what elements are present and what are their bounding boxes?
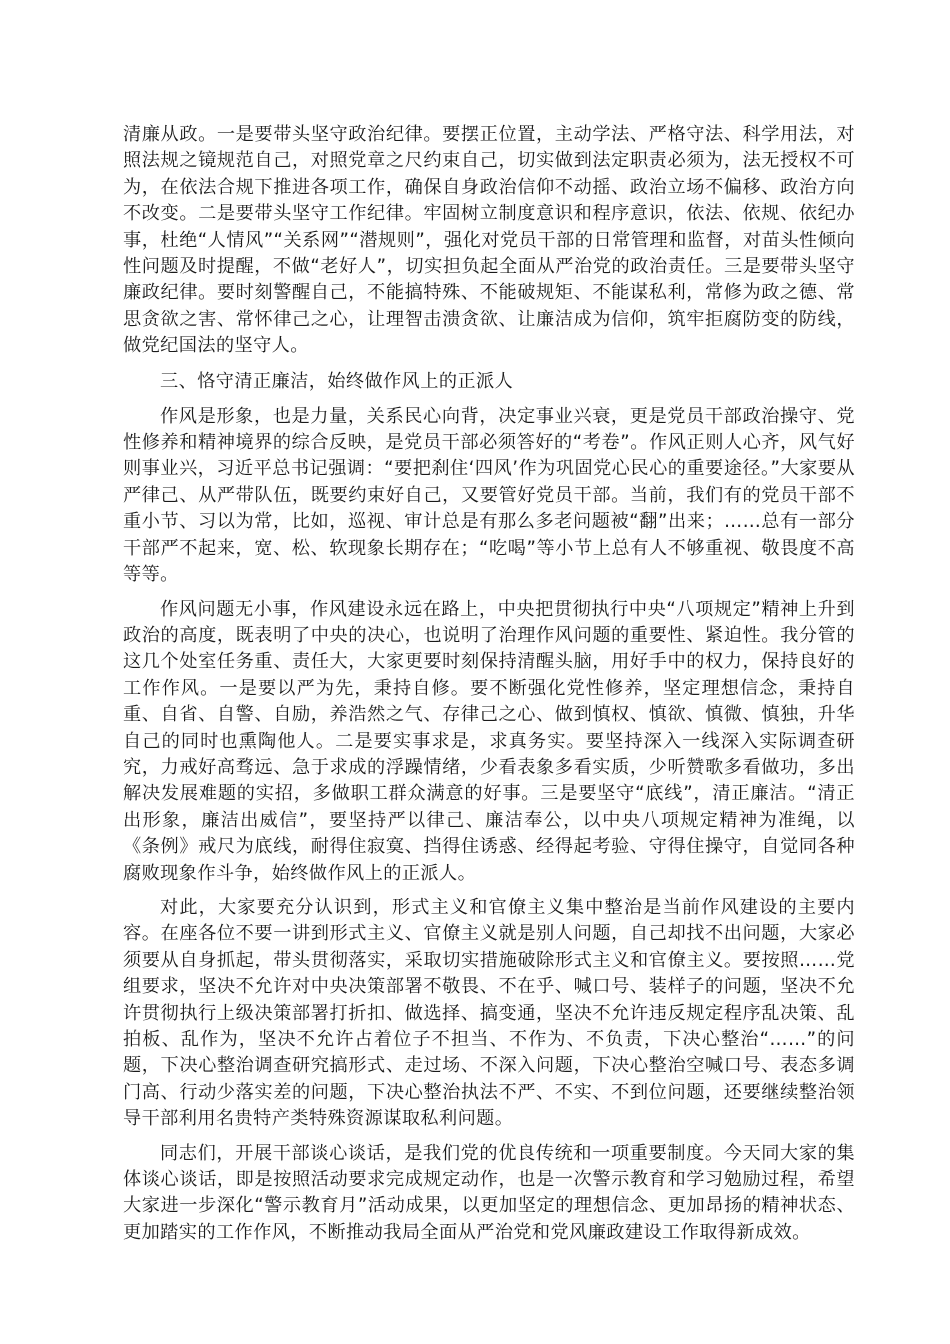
section-heading-3: 三、恪守清正廉洁，始终做作风上的正派人 xyxy=(160,370,514,392)
paragraph-formalism: 对此，大家要充分认识到，形式主义和官僚主义集中整治是当前作风建设的主要内容。在座各位不要一讲到形式主义、官僚主义就是别人问题，自己却找不出问题，大家必须要从自身抓起，带头贯彻落实，采取切实措施破除形式主义和官僚主义。要按照……党组要求，坚决不允许对中央决策部署不敬畏、不在乎、喊口号、装样子的问题，坚决不允许贯彻执行上级决策部署打折扣、做选择、搞变通，坚决不允许违反规定程序乱决策、乱拍板、乱作为，坚决不允许占着位子不担当、不作为、不负责，下决心整治“……”的问题，下决心整治调查研究搞形式、走过场、不深入问题，下决心整治空喊口号、表态多调门高、行动少落实差的问题，下决心整治执法不严、不实、不到位问题，还要继续整治领导干部利用名贵特产类特殊资源谋取私利问题。 xyxy=(123,896,855,1130)
document-body xyxy=(123,122,855,1246)
paragraph-eight-rules: 作风问题无小事，作风建设永远在路上，中央把贯彻执行中央“八项规定”精神上升到政治的高度，既表明了中央的决心，也说明了治理作风问题的重要性、紧迫性。我分管的这几个处室任务重、责任大，大家更要时刻保持清醒头脑，用好手中的权力，保持良好的工作作风。一是要以严为先，秉持自修。要不断强化党性修养，坚定理想信念，秉持自重、自省、自警、自励，养浩然之气、存律己之心、做到慎权、慎欲、慎微、慎独，升华自己的同时也熏陶他人。二是要实事求是，求真务实。要坚持深入一线深入实际调查研究，力戒好高骛远、急于求成的浮躁情绪，少看表象多看实质，少听赞歌多看做功，多出解决发展难题的实招，多做职工群众满意的好事。三是要坚守“底线”，清正廉洁。“清正出形象，廉洁出威信”，要坚持严以律己、廉洁奉公，以中央八项规定精神为准绳，以《条例》戒尺为底线，耐得住寂寞、挡得住诱惑、经得起考验、守得住操守，自觉同各种腐败现象作斗争，始终做作风上的正派人。 xyxy=(123,598,855,884)
paragraph-work-style: 作风是形象，也是力量，关系民心向背，决定事业兴衰，更是党员干部政治操守、党性修养和精神境界的综合反映，是党员干部必须答好的“考卷”。作风正则人心齐，风气好则事业兴，习近平总书记强调：“要把刹住‘四风’作为巩固党心民心的重要途径。”大家要从严律己、从严带队伍，既要约束好自己，又要管好党员干部。当前，我们有的党员干部不重小节、习以为常，比如，巡视、审计总是有那么多老问题被“翻”出来；……总有一部分干部严不起来，宽、松、软现象长期存在；“吃喝”等小节上总有人不够重视、敬畏度不高等等。 xyxy=(123,405,855,586)
paragraph-closing: 同志们，开展干部谈心谈话，是我们党的优良传统和一项重要制度。今天同大家的集体谈心谈话，即是按照活动要求完成规定动作，也是一次警示教育和学习勉励过程，希望大家进一步深化“警示教育月”活动成果，以更加坚定的理想信念、更加昂扬的精神状态、更加踏实的工作作风，不断推动我局全面从严治党和党风廉政建设工作取得新成效。 xyxy=(123,1142,855,1243)
paragraph-clean-governance: 清廉从政。一是要带头坚守政治纪律。要摆正位置，主动学法、严格守法、科学用法，对照法规之镜规范自己，对照党章之尺约束自己，切实做到法定职责必须为，法无授权不可为，在依法合规下推进各项工作，确保自身政治信仰不动摇、政治立场不偏移、政治方向不改变。二是要带头坚守工作纪律。牢固树立制度意识和程序意识，依法、依规、依纪办事，杜绝“人情风”“关系网”“潜规则”，强化对党员干部的日常管理和监督，对苗头性倾向性问题及时提醒，不做“老好人”，切实担负起全面从严治党的政治责任。三是要带头坚守廉政纪律。要时刻警醒自己，不能搞特殊、不能破规矩、不能谋私利，常修为政之德、常思贪欲之害、常怀律己之心，让理智击溃贪欲、让廉洁成为信仰，筑牢拒腐防变的防线，做党纪国法的坚守人。 xyxy=(123,124,855,357)
